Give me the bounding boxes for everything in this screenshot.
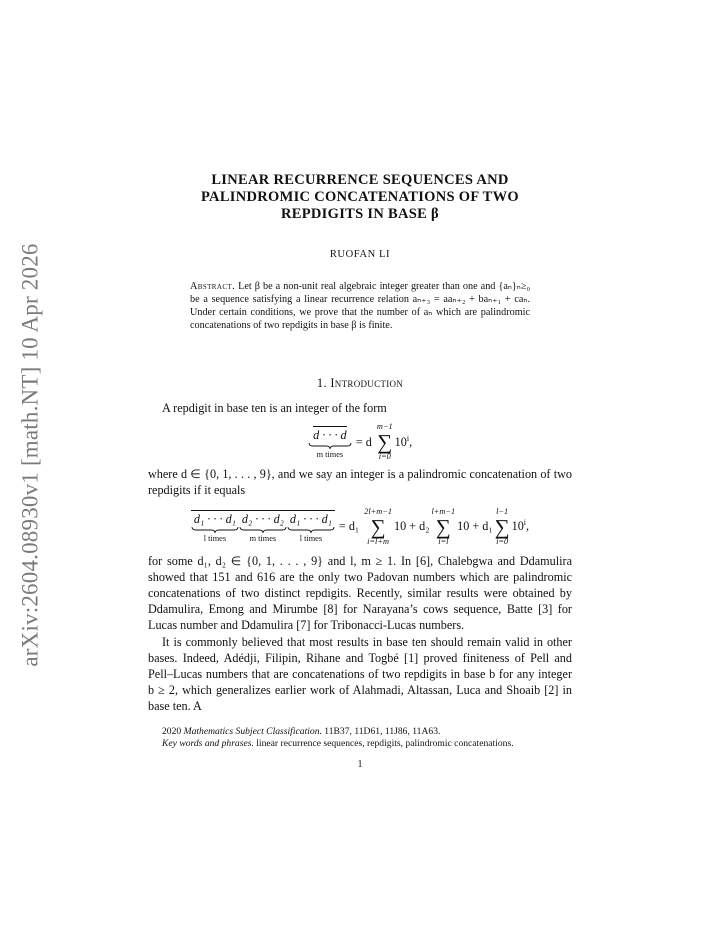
summation xyxy=(364,507,392,547)
sum-lower-limit: i=l xyxy=(438,536,449,546)
paragraph: It is commonly believed that most results in base ten should remain valid in other bases. Indeed, Adédji, Filipin, Rihane and Togbé [1] proved finiteness of Pell and Pell–Lucas numbers that are concatenations of two repdigits in base b for any integer b ≥ 2, which generalizes earlier work of Alahmadi, Altassan, Luca and Shoaib [2] in base ten. A xyxy=(148,634,572,714)
overline-concat xyxy=(191,510,335,543)
equation-palindrome xyxy=(148,507,572,547)
sum-upper-limit: 2l+m−1 xyxy=(364,506,392,516)
page-number: 1 xyxy=(357,758,363,770)
title-line: LINEAR RECURRENCE SEQUENCES AND xyxy=(211,172,509,188)
underbrace-icon xyxy=(308,443,352,450)
sum-lower-limit: i=0 xyxy=(496,536,509,546)
equals-term: = d₁ xyxy=(338,519,360,534)
paragraph: where d ∈ {0, 1, . . . , 9}, and we say an integer is a palindromic concatenation of two repdigits if it equals xyxy=(148,467,572,498)
term-power: 10$^i$ xyxy=(394,433,410,449)
underbrace-label: m times xyxy=(249,534,277,544)
underbrace-group: d₂ · · · d₂ m times xyxy=(239,512,287,543)
underbrace-icon xyxy=(287,527,335,534)
underbrace-group: d₁ · · · d₁ l times xyxy=(287,512,335,543)
sigma-icon: ∑ xyxy=(435,514,451,539)
footnote-msc-label: Mathematics Subject Classification. xyxy=(183,725,322,737)
underbrace-group xyxy=(308,426,352,459)
term-power: 10$^i$ xyxy=(511,518,527,534)
overline-digits: d · · · d xyxy=(313,427,347,442)
sigma-icon: ∑ xyxy=(370,514,386,539)
footnote-msc-codes: 11B37, 11D61, 11J86, 11A63. xyxy=(324,725,441,737)
paragraph: for some d₁, d₂ ∈ {0, 1, . . . , 9} and l, m ≥ 1. In [6], Chalebgwa and Ddamulira showed that 151 and 616 are the only two Padovan numbers which are palindromic concatenations of two distinct repdigits. Recently, similar results were obtained by Ddamulira, Emong and Mirumbe [8] for Narayana’s cows sequence, Batte [3] for Lucas number and Ddamulira [7] for Tribonacci-Lucas numbers. xyxy=(148,553,572,633)
summation xyxy=(377,422,393,462)
equation-end: , xyxy=(526,519,530,534)
sum-upper-limit: l−1 xyxy=(496,506,509,516)
abstract-label: Abstract. xyxy=(190,281,236,292)
summation xyxy=(495,507,510,547)
sum-upper-limit: l+m−1 xyxy=(431,506,456,516)
summation xyxy=(431,507,455,547)
section-heading xyxy=(148,376,572,391)
footnote-keywords xyxy=(148,738,572,750)
term-plus: 10 + d₁ xyxy=(457,519,493,534)
underbrace-label: m times xyxy=(316,449,344,459)
equals-term: = d xyxy=(355,434,372,449)
underbrace-icon xyxy=(191,527,239,534)
underbrace-label: l times xyxy=(203,534,227,544)
paragraph: A repdigit in base ten is an integer of the form xyxy=(162,401,387,415)
footnote-msc: 2020 Mathematics Subject Classification. 11B37, 11D61, 11J86, 11A63. xyxy=(162,725,441,737)
paper-page xyxy=(148,172,572,770)
arxiv-identifier xyxy=(8,245,54,665)
footnote-keywords-label: Key words and phrases. xyxy=(162,737,254,749)
footnote-keywords-text: linear recurrence sequences, repdigits, palindromic concatenations. xyxy=(256,737,514,749)
term-plus: 10 + d₂ xyxy=(393,519,430,534)
title-line: REPDIGITS IN BASE β xyxy=(281,206,439,222)
title-line: PALINDROMIC CONCATENATIONS OF TWO xyxy=(200,189,520,205)
author-name: RUOFAN LI xyxy=(329,249,391,260)
underbrace-group: d₁ · · · d₁ l times xyxy=(191,512,239,543)
footnotes xyxy=(148,726,572,750)
paper-title xyxy=(148,172,572,223)
sum-lower-limit: i=l+m xyxy=(367,536,389,546)
sum-lower-limit: i=0 xyxy=(378,452,391,462)
sum-upper-limit: m−1 xyxy=(376,422,393,432)
abstract-text: Let β be a non-unit real algebraic integer greater than one and {aₙ}ₙ≥₀ be a sequence satisfying a linear recurrence relation aₙ₊₃ = aaₙ₊₂ + baₙ₊₁ + caₙ. Under certain conditions, we prove that the number of aₙ which are palindromic concatenations of two repdigits in base β is finite. xyxy=(190,281,531,331)
equation-end: , xyxy=(409,434,413,449)
arxiv-identifier-text: arXiv:2604.08930v1 [math.NT] 10 Apr 2026 xyxy=(18,243,44,667)
equation-repdigit xyxy=(148,422,572,462)
sigma-icon: ∑ xyxy=(494,514,510,539)
underbrace-icon xyxy=(239,527,287,534)
underbrace-label: l times xyxy=(299,534,323,544)
abstract xyxy=(190,280,530,332)
section-number: 1. xyxy=(316,376,327,390)
sigma-icon: ∑ xyxy=(377,430,393,455)
section-title: Introduction xyxy=(330,376,404,390)
